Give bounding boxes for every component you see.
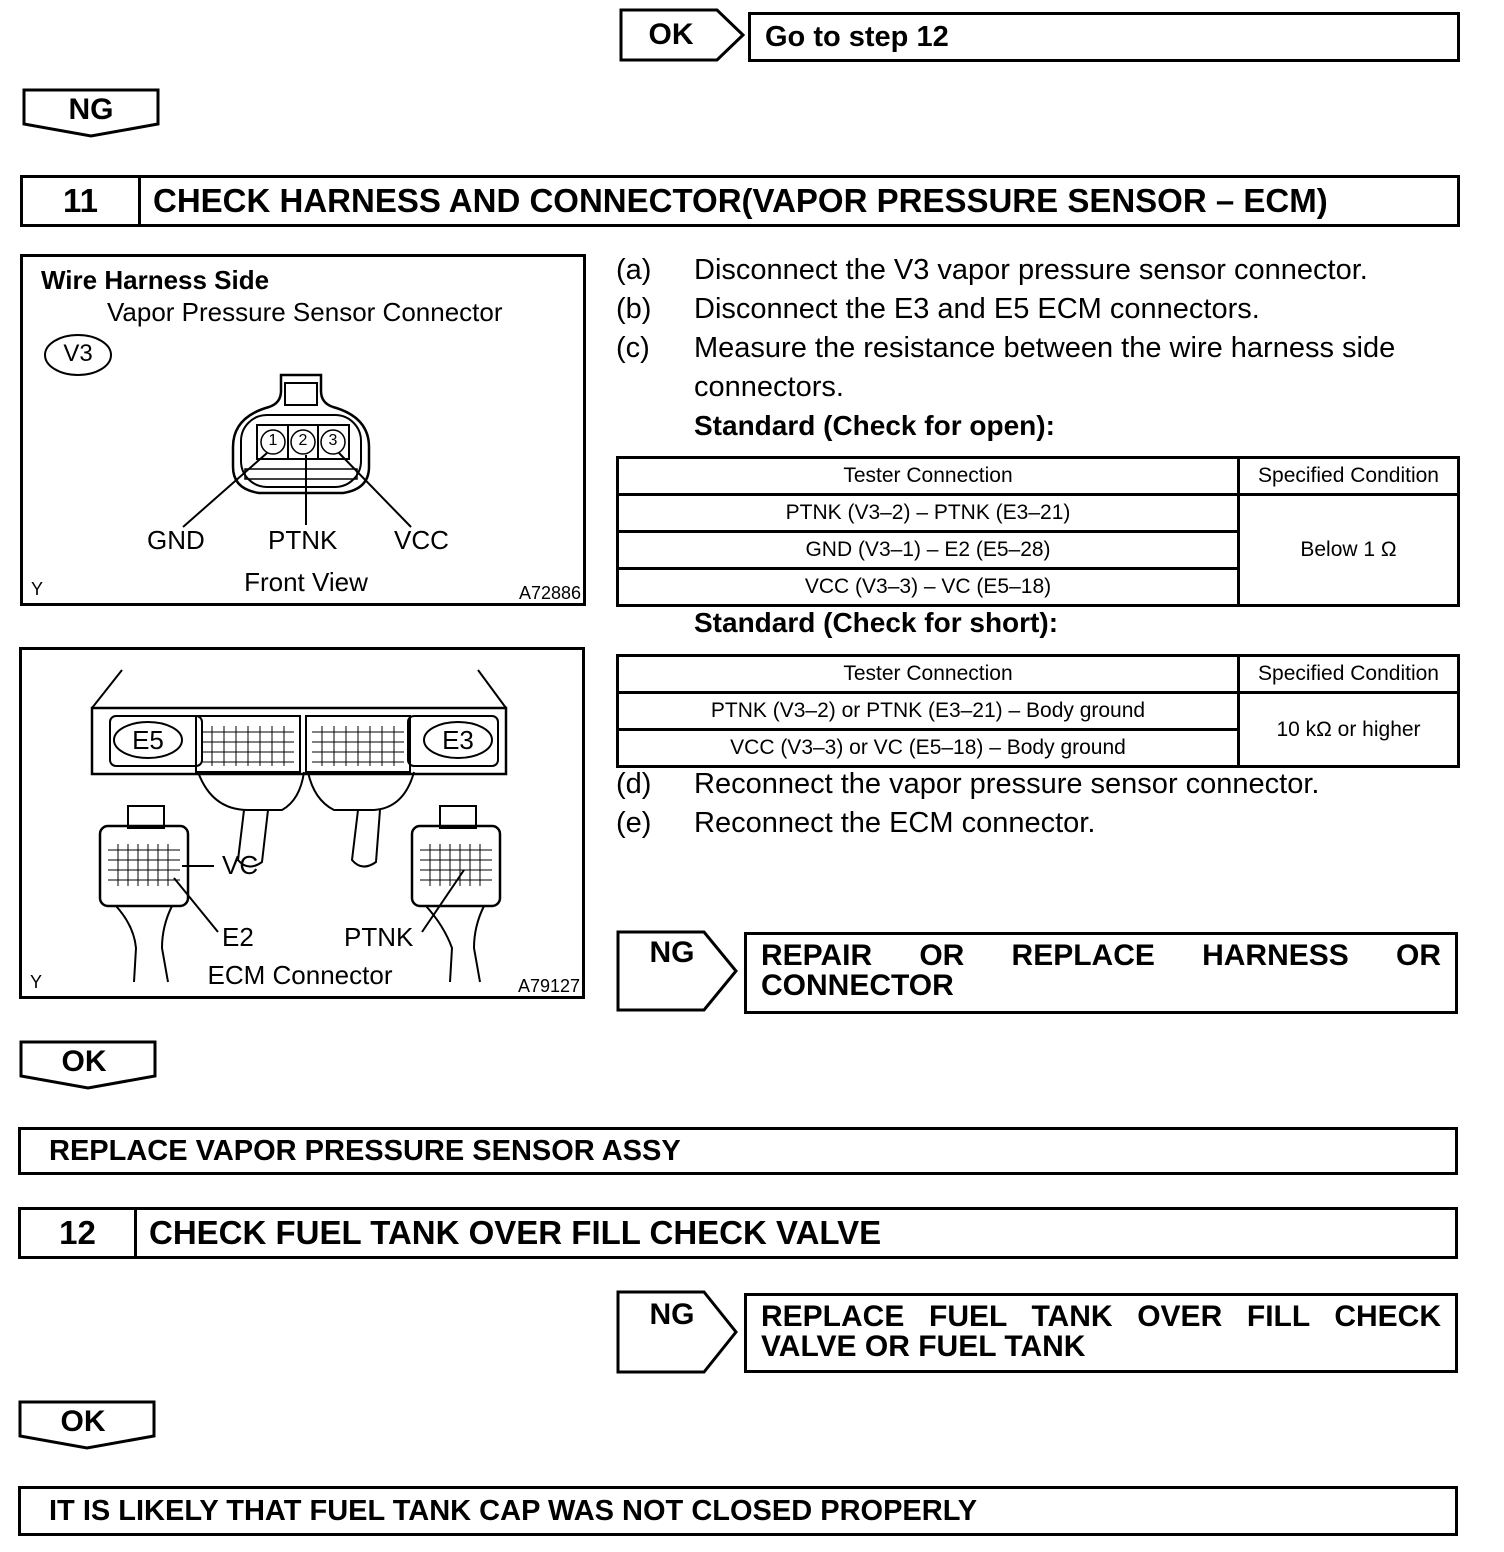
fig-corner-mark: Y bbox=[31, 579, 44, 599]
ecm-connector-drawing bbox=[22, 650, 582, 996]
condition-cell: Below 1 Ω bbox=[1239, 495, 1459, 606]
col-header-tester: Tester Connection bbox=[618, 458, 1239, 495]
front-view-caption: Front View bbox=[244, 567, 368, 597]
fig-code: A72886 bbox=[519, 583, 582, 603]
terminal-label-vc: VC bbox=[222, 850, 259, 880]
pin-1: 1 bbox=[268, 432, 278, 449]
instruction-text: Disconnect the E3 and E5 ECM connectors. bbox=[694, 293, 1260, 325]
pin-2: 2 bbox=[298, 432, 308, 449]
step-12-header bbox=[18, 1207, 1458, 1259]
final-result-box: IT IS LIKELY THAT FUEL TANK CAP WAS NOT CLOSED PROPERLY bbox=[18, 1486, 1458, 1536]
ok-label: OK bbox=[60, 1405, 106, 1438]
table-row: PTNK (V3–2) – PTNK (E3–21) bbox=[618, 495, 1239, 532]
result-line-2: VALVE OR FUEL TANK bbox=[761, 1330, 1086, 1363]
connector-id-e3: E3 bbox=[442, 725, 474, 755]
instruction-label: (a) bbox=[616, 254, 652, 286]
instruction-text: Measure the resistance between the wire harness side bbox=[694, 332, 1396, 364]
fig-heading: Wire Harness Side bbox=[41, 265, 270, 295]
instruction-text: Reconnect the vapor pressure sensor connector. bbox=[694, 768, 1320, 800]
fig-subheading: Vapor Pressure Sensor Connector bbox=[107, 297, 503, 327]
condition-cell: 10 kΩ or higher bbox=[1239, 693, 1459, 767]
repair-harness-box bbox=[744, 932, 1458, 1014]
step-title: CHECK FUEL TANK OVER FILL CHECK VALVE bbox=[149, 1214, 882, 1251]
replace-sensor-box: REPLACE VAPOR PRESSURE SENSOR ASSY bbox=[18, 1127, 1458, 1175]
vapor-sensor-connector-figure bbox=[20, 254, 586, 606]
instruction-d bbox=[616, 768, 1462, 808]
instruction-label: (b) bbox=[616, 293, 652, 325]
instruction-label: (c) bbox=[616, 332, 650, 364]
pin-3: 3 bbox=[328, 432, 338, 449]
step-number: 12 bbox=[21, 1210, 137, 1256]
connector-id-e5: E5 bbox=[132, 725, 164, 755]
result-line-1: REPAIR OR REPLACE HARNESS OR bbox=[761, 939, 1441, 972]
step-11-header bbox=[20, 175, 1460, 227]
terminal-label-ptnk: PTNK bbox=[344, 922, 414, 952]
instruction-e bbox=[616, 807, 1462, 847]
replace-valve-box bbox=[744, 1293, 1458, 1373]
table-row: VCC (V3–3) or VC (E5–18) – Body ground bbox=[618, 730, 1239, 767]
fig-corner-mark: Y bbox=[30, 972, 43, 992]
instruction-label: (d) bbox=[616, 768, 652, 800]
col-header-condition: Specified Condition bbox=[1239, 656, 1459, 693]
ok-label: OK bbox=[61, 1045, 107, 1078]
terminal-label-e2: E2 bbox=[222, 922, 254, 952]
table-row: PTNK (V3–2) or PTNK (E3–21) – Body ground bbox=[618, 693, 1239, 730]
pin-name-gnd: GND bbox=[147, 525, 205, 555]
fig-code: A79127 bbox=[518, 976, 581, 996]
pin-name-ptnk: PTNK bbox=[268, 525, 338, 555]
connector-id-v3: V3 bbox=[63, 340, 93, 367]
step-number: 11 bbox=[23, 178, 141, 224]
instruction-a bbox=[616, 254, 1462, 294]
instruction-b bbox=[616, 293, 1462, 333]
ng-label: NG bbox=[649, 936, 695, 969]
instruction-text: Disconnect the V3 vapor pressure sensor connector. bbox=[694, 254, 1368, 286]
instruction-text-cont: connectors. bbox=[694, 371, 844, 403]
col-header-tester: Tester Connection bbox=[618, 656, 1239, 693]
instruction-c bbox=[616, 332, 1462, 412]
step-title: CHECK HARNESS AND CONNECTOR(VAPOR PRESSURE SENSOR – ECM) bbox=[153, 182, 1328, 219]
standard-open-table bbox=[616, 456, 1460, 607]
standard-short-table bbox=[616, 654, 1460, 768]
result-line-2: CONNECTOR bbox=[761, 969, 954, 1002]
instruction-text: Reconnect the ECM connector. bbox=[694, 807, 1096, 839]
col-header-condition: Specified Condition bbox=[1239, 458, 1459, 495]
ok-label: OK bbox=[648, 18, 694, 51]
ecm-connector-caption: ECM Connector bbox=[207, 960, 393, 990]
table-row: VCC (V3–3) – VC (E5–18) bbox=[618, 569, 1239, 606]
instruction-label: (e) bbox=[616, 807, 652, 839]
ecm-connector-figure bbox=[19, 647, 585, 999]
ng-label: NG bbox=[68, 93, 114, 126]
ng-label: NG bbox=[649, 1298, 695, 1331]
table-row: GND (V3–1) – E2 (E5–28) bbox=[618, 532, 1239, 569]
standard-short-title: Standard (Check for short): bbox=[694, 607, 1059, 638]
result-line-1: REPLACE FUEL TANK OVER FILL CHECK bbox=[761, 1300, 1441, 1333]
pin-name-vcc: VCC bbox=[394, 525, 449, 555]
go-to-step-12-box: Go to step 12 bbox=[748, 12, 1460, 62]
standard-open-title: Standard (Check for open): bbox=[694, 410, 1055, 441]
